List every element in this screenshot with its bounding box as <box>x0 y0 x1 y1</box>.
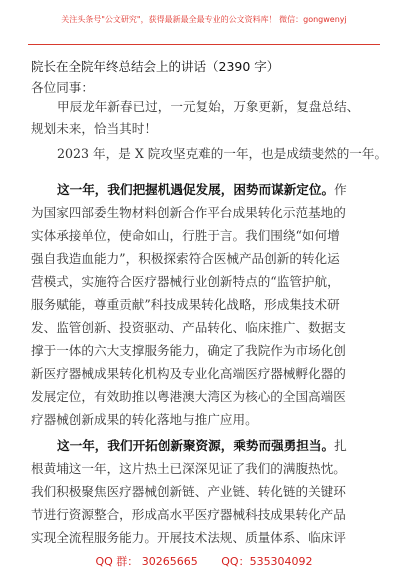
p4-first-rest: 扎 <box>334 438 347 453</box>
p3-line: 为国家四部委生物材料创新合作平台成果转化示范基地的 <box>31 205 346 220</box>
p3-first-rest: 作 <box>334 182 347 197</box>
footer-qq-group: QQ 群： 30265665 <box>95 555 198 568</box>
p3-first-line <box>57 181 347 200</box>
document-title: 院长在全院年终总结会上的讲话（2390 字） <box>31 59 280 74</box>
p3-line: 新医疗器械成果转化机构及专业化高端医疗器械孵化器的 <box>31 366 346 381</box>
p4-line: 实现全流程服务能力。开展技术法规、质量体系、临床评 <box>31 530 346 545</box>
p4-line: 我们积极聚焦医疗器械创新链、产业链、转化链的关键环 <box>31 484 346 499</box>
p2-line: 2023 年，是 X 院攻坚克难的一年，也是成绩斐然的一年。 <box>57 146 388 161</box>
page-footer <box>0 553 408 569</box>
page-header <box>0 0 408 50</box>
salutation: 各位同事： <box>31 80 94 95</box>
p3-line: 营模式，实施符合医疗器械行业创新特点的“监管护航， <box>31 274 340 289</box>
p4-first-line <box>57 437 347 456</box>
p3-line: 服务赋能，尊重贡献”科技成果转化战略，形成集技术研 <box>31 297 340 312</box>
p3-line: 疗器械创新成果的转化落地与推广应用。 <box>31 412 258 427</box>
header-promo-text: 关注头条号"公文研究"，获得最新最全最专业的公文资料库！ 微信：gongwenyj <box>61 15 347 24</box>
p3-line: 发、监管创新、投资驱动、产品转化、临床推广、数据支 <box>31 320 346 335</box>
p3-heading: 这一年，我们把握机遇促发展，困势而谋新定位。 <box>57 182 335 197</box>
p4-line: 节进行资源整合，形成高水平医疗器械科技成果转化产品 <box>31 507 346 522</box>
p1-line: 规划未来，恰当其时！ <box>31 121 157 136</box>
p3-line: 发展定位，有效助推以粤港澳大湾区为核心的全国高端医 <box>31 389 346 404</box>
p3-line: 强自我造血能力”，积极探索符合医械产品创新的转化运 <box>31 251 340 266</box>
p4-heading: 这一年，我们开拓创新聚资源，乘势而强勇担当。 <box>57 438 335 453</box>
footer-qq: QQ：535304092 <box>221 555 313 568</box>
p3-line: 实体承接单位，使命如山，行胜于言。我们围绕“如何增 <box>31 228 340 243</box>
p4-line: 根黄埔这一年，这片热土已深深见证了我们的满腹热忱。 <box>31 461 346 476</box>
p1-line: 甲辰龙年新春已过，一元复始，万象更新，复盘总结、 <box>57 99 360 114</box>
p3-line: 撑于一体的六大支撑服务能力，确定了我院作为市场化创 <box>31 343 346 358</box>
header-divider <box>28 44 380 45</box>
